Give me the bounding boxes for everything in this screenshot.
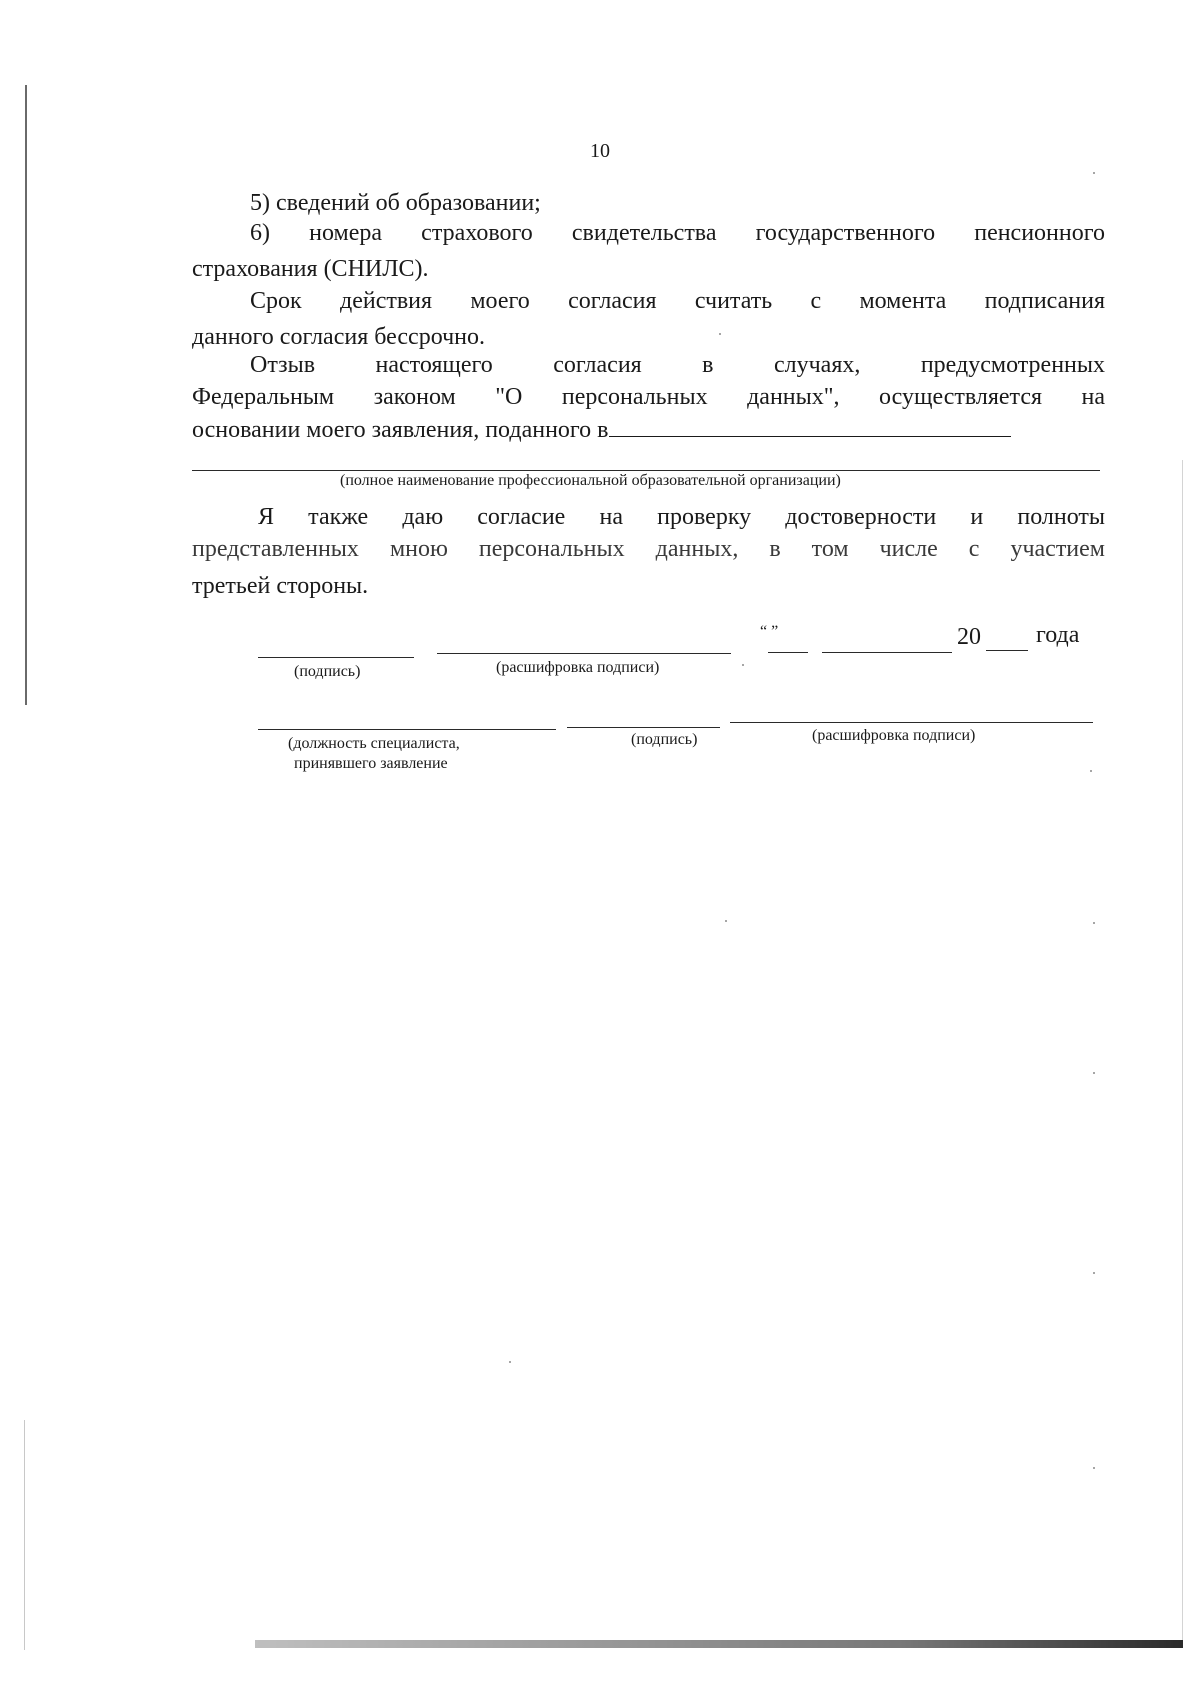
list-item-education: 5) сведений об образовании; — [250, 190, 541, 216]
revocation-line1: Отзыв настоящего согласия в случаях, предусмотренных — [250, 352, 1105, 378]
scan-speck — [509, 1361, 511, 1363]
scan-speck — [1093, 922, 1095, 924]
date-day-field[interactable] — [768, 652, 808, 653]
scan-speck — [725, 920, 727, 922]
validity-line2: данного согласия бессрочно. — [192, 324, 485, 350]
verification-line3: третьей стороны. — [192, 573, 369, 599]
specialist-decoding-caption: (расшифровка подписи) — [812, 727, 976, 744]
scan-speck — [742, 664, 744, 666]
specialist-decoding-field[interactable] — [730, 722, 1093, 723]
verification-line1: Я также даю согласие на проверку достоверности и полноты — [258, 504, 1105, 530]
revocation-line3 — [192, 414, 1011, 445]
date-quotes: “ ” — [760, 623, 779, 640]
scan-speck — [1090, 770, 1092, 772]
scan-speck — [719, 333, 721, 335]
date-month-field[interactable] — [822, 652, 952, 653]
revocation-line2: Федеральным законом "О персональных данных", осуществляется на — [192, 384, 1105, 410]
date-year-suffix: года — [1036, 622, 1080, 648]
list-item-snils-line2: страхования (СНИЛС). — [192, 256, 429, 282]
scan-speck — [1093, 172, 1095, 174]
scan-bottom-bar — [255, 1640, 1183, 1648]
specialist-position-caption-line1: (должность специалиста, — [288, 735, 460, 752]
signature-field[interactable] — [258, 657, 414, 658]
validity-line1: Срок действия моего согласия считать с момента подписания — [250, 288, 1105, 314]
date-year-field[interactable] — [986, 650, 1028, 651]
signature-decoding-field[interactable] — [437, 653, 731, 654]
scan-speck — [1093, 1272, 1095, 1274]
specialist-position-caption-line2: принявшего заявление — [294, 755, 448, 772]
page-number: 10 — [590, 140, 610, 162]
specialist-position-field[interactable] — [258, 729, 556, 730]
list-item-snils-line1: 6) номера страхового свидетельства государственного пенсионного — [250, 220, 1105, 246]
scan-speck — [1093, 1467, 1095, 1469]
scan-speck — [1093, 1072, 1095, 1074]
revocation-line3-text: основании моего заявления, поданного в — [192, 417, 609, 443]
date-year-prefix: 20 — [957, 624, 981, 650]
scan-edge-left — [25, 85, 27, 705]
signature-decoding-caption: (расшифровка подписи) — [496, 659, 660, 676]
org-name-caption: (полное наименование профессиональной образовательной организации) — [340, 472, 841, 489]
scan-edge-left-faint — [24, 1420, 25, 1650]
specialist-signature-caption: (подпись) — [631, 731, 698, 748]
org-name-field-part1[interactable] — [609, 414, 1011, 437]
signature-caption: (подпись) — [294, 663, 361, 680]
scan-edge-right — [1182, 460, 1183, 1640]
specialist-signature-field[interactable] — [567, 727, 720, 728]
verification-line2: представленных мною персональных данных, в том числе с участием — [192, 536, 1105, 562]
